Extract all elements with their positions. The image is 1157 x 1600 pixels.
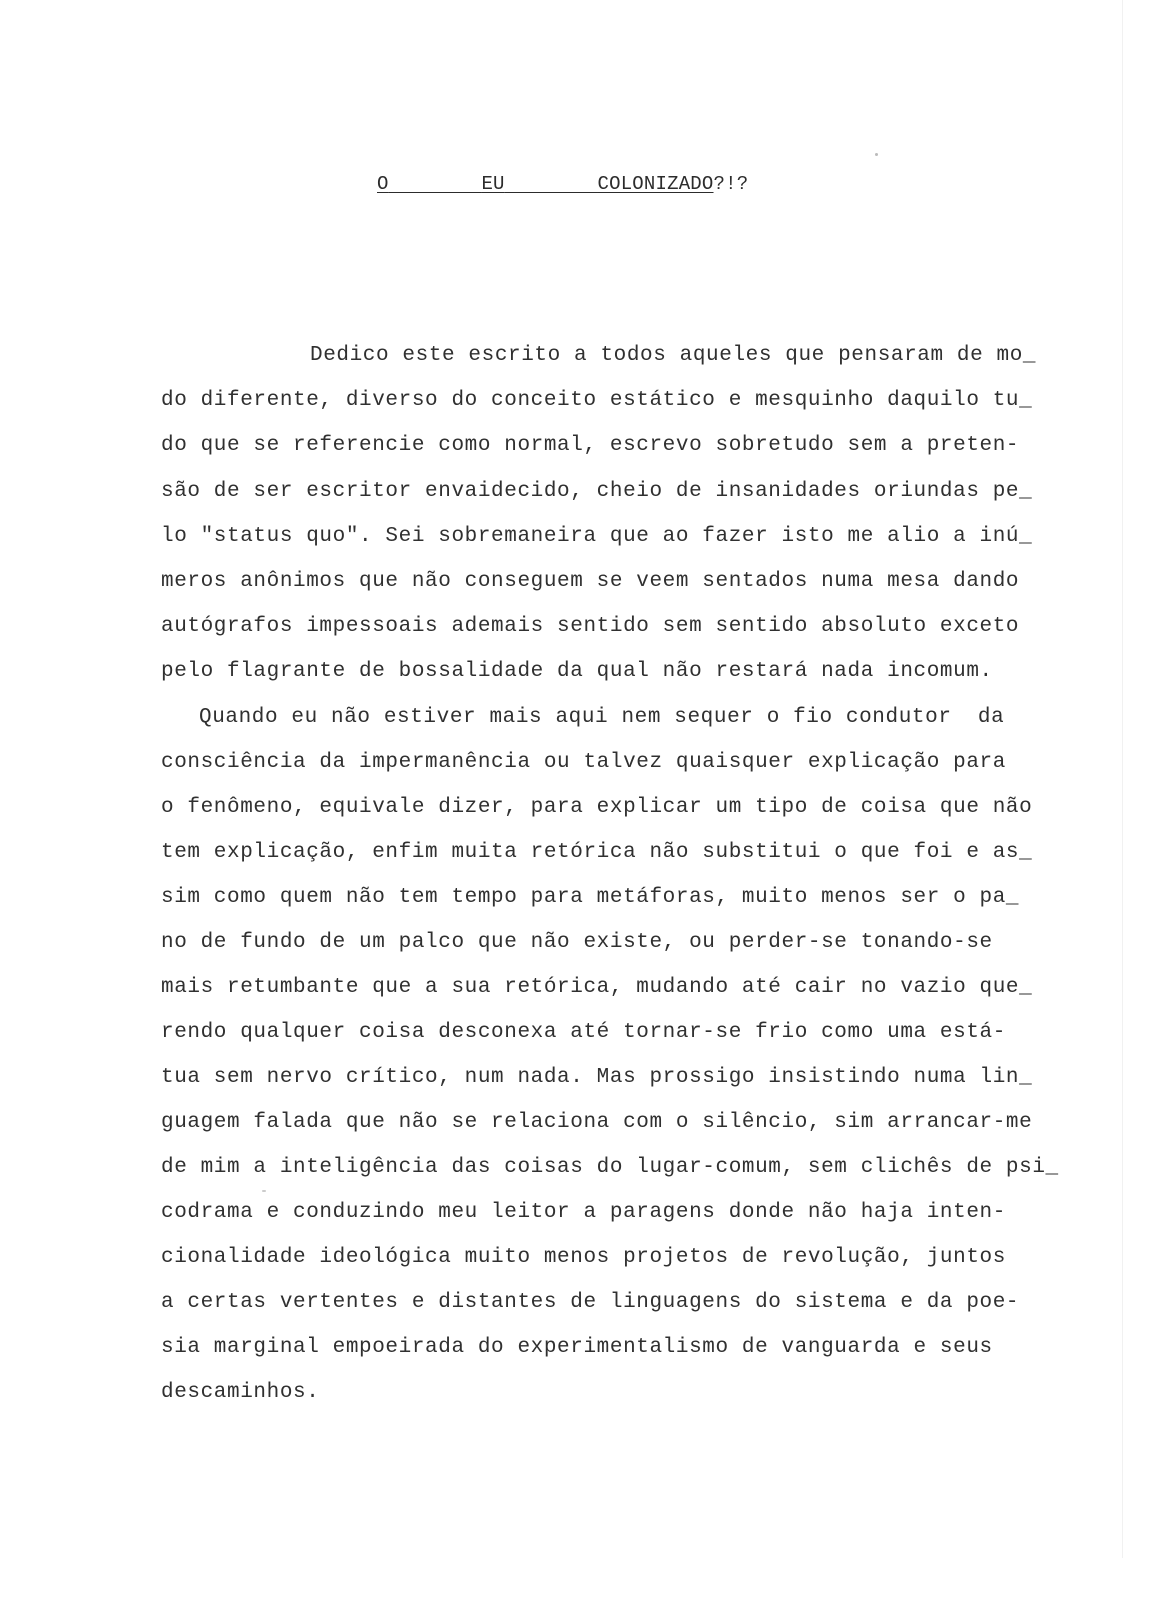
paper-speck bbox=[262, 1190, 266, 1192]
text-line: são de ser escritor envaidecido, cheio de insanidades oriundas pe_ bbox=[161, 480, 1033, 503]
text-line: o fenômeno, equivale dizer, para explicar um tipo de coisa que não bbox=[161, 796, 1033, 819]
text-line: autógrafos impessoais ademais sentido sem sentido absoluto exceto bbox=[161, 615, 1020, 638]
paper-speck bbox=[875, 153, 878, 156]
text-line: Dedico este escrito a todos aqueles que pensaram de mo_ bbox=[310, 344, 1037, 367]
text-line: lo "status quo". Sei sobremaneira que ao fazer isto me alio a inú_ bbox=[161, 525, 1033, 548]
text-line: meros anônimos que não conseguem se veem sentados numa mesa dando bbox=[161, 570, 1020, 593]
text-line: de mim a inteligência das coisas do lugar-comum, sem clichês de psi_ bbox=[161, 1156, 1059, 1179]
text-line: Quando eu não estiver mais aqui nem sequer o fio condutor da bbox=[199, 706, 1005, 729]
text-line: sim como quem não tem tempo para metáforas, muito menos ser o pa_ bbox=[161, 886, 1020, 909]
text-line: cionalidade ideológica muito menos projetos de revolução, juntos bbox=[161, 1246, 1006, 1269]
page-title bbox=[377, 173, 748, 195]
text-line: a certas vertentes e distantes de linguagens do sistema e da poe- bbox=[161, 1291, 1020, 1314]
text-line: tua sem nervo crítico, num nada. Mas prossigo insistindo numa lin_ bbox=[161, 1066, 1033, 1089]
text-line: tem explicação, enfim muita retórica não substitui o que foi e as_ bbox=[161, 841, 1033, 864]
title-word-colonizado: COLONIZADO bbox=[597, 173, 714, 195]
text-line: sia marginal empoeirada do experimentalismo de vanguarda e seus bbox=[161, 1336, 993, 1359]
text-line: rendo qualquer coisa desconexa até tornar-se frio como uma está- bbox=[161, 1021, 1006, 1044]
title-punctuation: ?!? bbox=[713, 173, 749, 195]
text-line: consciência da impermanência ou talvez quaisquer explicação para bbox=[161, 751, 1006, 774]
document-page bbox=[30, 0, 1123, 1558]
text-line: descaminhos. bbox=[161, 1381, 320, 1404]
text-line: do que se referencie como normal, escrevo sobretudo sem a preten- bbox=[161, 434, 1020, 457]
text-line: mais retumbante que a sua retórica, mudando até cair no vazio que_ bbox=[161, 976, 1033, 999]
text-line: do diferente, diverso do conceito estático e mesquinho daquilo tu_ bbox=[161, 389, 1033, 412]
title-word-eu: EU bbox=[481, 173, 505, 195]
text-line: guagem falada que não se relaciona com o silêncio, sim arrancar-me bbox=[161, 1111, 1033, 1134]
text-line: no de fundo de um palco que não existe, ou perder-se tonando-se bbox=[161, 931, 993, 954]
text-line: pelo flagrante de bossalidade da qual não restará nada incomum. bbox=[161, 660, 993, 683]
text-line: codrama e conduzindo meu leitor a paragens donde não haja inten- bbox=[161, 1201, 1006, 1224]
title-word-o: O bbox=[377, 173, 389, 195]
